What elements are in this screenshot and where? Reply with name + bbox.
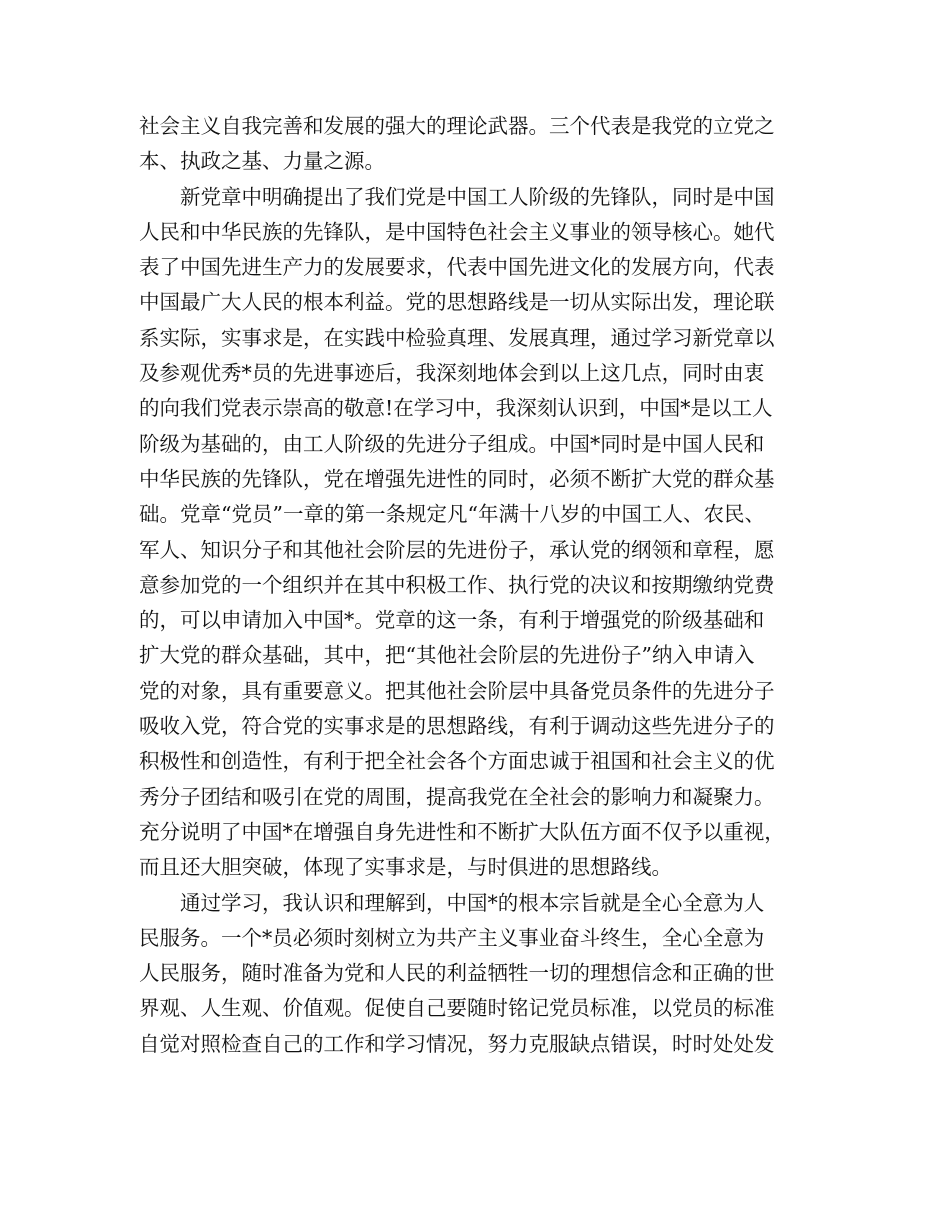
text-line: 中国最广大人民的根本利益。党的思想路线是一切从实际出发，理论联 (139, 290, 775, 315)
text-line: 积极性和创造性，有利于把全社会各个方面忠诚于祖国和社会主义的优 (139, 749, 775, 774)
text-line: 充分说明了中国*在增强自身先进性和不断扩大队伍方面不仅予以重视， (139, 819, 785, 844)
text-line: 中华民族的先锋队，党在增强先进性的同时，必须不断扩大党的群众基 (139, 466, 775, 491)
text-line: 吸收入党，符合党的实事求是的思想路线，有利于调动这些先进分子的 (139, 714, 775, 739)
text-line: 的，可以申请加入中国*。党章的这一条，有利于增强党的阶级基础和 (139, 608, 765, 633)
text-line: 本、执政之基、力量之源。 (139, 149, 385, 174)
text-line: 新党章中明确提出了我们党是中国工人阶级的先锋队，同时是中国 (180, 184, 775, 209)
text-line: 而且还大胆突破，体现了实事求是，与时俱进的思想路线。 (139, 855, 672, 880)
text-line: 界观、人生观、价值观。促使自己要随时铭记党员标准，以党员的标准 (139, 996, 775, 1021)
text-line: 础。党章“党员”一章的第一条规定凡“年满十八岁的中国工人、农民、 (139, 502, 765, 527)
text-line: 及参观优秀*员的先进事迹后，我深刻地体会到以上这几点，同时由衷 (139, 361, 765, 386)
text-line: 通过学习，我认识和理解到，中国*的根本宗旨就是全心全意为人 (180, 890, 765, 915)
body-text (139, 109, 819, 1062)
text-line: 的向我们党表示崇高的敬意!在学习中，我深刻认识到，中国*是以工人 (139, 396, 773, 421)
text-line: 自觉对照检查自己的工作和学习情况，努力克服缺点错误，时时处处发 (139, 1031, 775, 1056)
text-line: 人民和中华民族的先锋队，是中国特色社会主义事业的领导核心。她代 (139, 219, 775, 244)
text-line: 人民服务，随时准备为党和人民的利益牺牲一切的理想信念和正确的世 (139, 961, 775, 986)
text-line: 意参加党的一个组织并在其中积极工作、执行党的决议和按期缴纳党费 (139, 572, 775, 597)
text-line: 军人、知识分子和其他社会阶层的先进份子，承认党的纲领和章程，愿 (139, 537, 775, 562)
text-line: 民服务。一个*员必须时刻树立为共产主义事业奋斗终生，全心全意为 (139, 925, 765, 950)
text-line: 社会主义自我完善和发展的强大的理论武器。三个代表是我党的立党之 (139, 114, 775, 138)
text-line: 党的对象，具有重要意义。把其他社会阶层中具备党员条件的先进分子 (139, 678, 775, 703)
text-line: 扩大党的群众基础，其中，把“其他社会阶层的先进份子”纳入申请入 (139, 643, 755, 668)
text-line: 阶级为基础的，由工人阶级的先进分子组成。中国*同时是中国人民和 (139, 431, 765, 456)
text-line: 系实际，实事求是，在实践中检验真理、发展真理，通过学习新党章以 (139, 325, 775, 350)
text-line: 表了中国先进生产力的发展要求，代表中国先进文化的发展方向，代表 (139, 255, 775, 280)
text-line: 秀分子团结和吸引在党的周围，提高我党在全社会的影响力和凝聚力。 (139, 784, 775, 809)
